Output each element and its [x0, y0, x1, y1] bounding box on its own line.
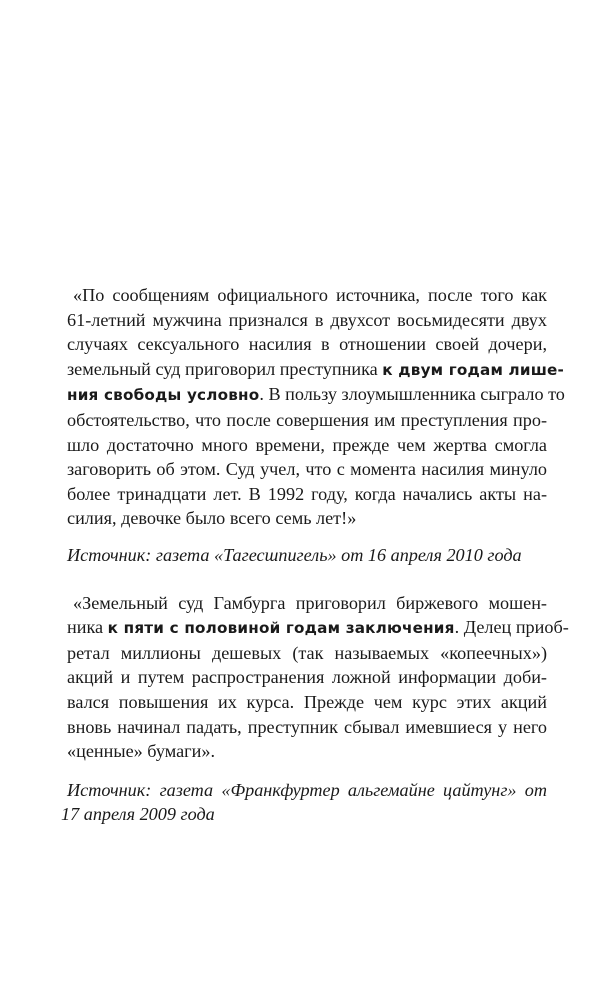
bold-phrase: к двум годам лише- — [382, 360, 565, 379]
bold-phrase: к пяти с половиной годам заключения — [107, 619, 455, 638]
quote-line: 61-летний мужчина признался в двухсот восьмидесяти двух — [67, 309, 547, 330]
quote-line: ретал миллионы дешевых (так называемых «копеечных») — [67, 642, 547, 663]
quote-line: более тринадцати лет. В 1992 году, когда начались акты на- — [67, 483, 547, 504]
quote-line: обстоятельство, что после совершения им преступления про- — [67, 409, 547, 430]
quote-line: заговорить об этом. Суд учел, что с момента насилия минуло — [67, 459, 547, 480]
page-body — [61, 283, 569, 827]
quote-line: шло достаточно много времени, прежде чем жертва смогла — [67, 434, 547, 455]
quote-line: вался повышения их курса. Прежде чем курс этих акций — [67, 691, 547, 712]
source-citation — [61, 778, 547, 827]
quote-line: ника к пяти с половиной годам заключения. Делец приоб- — [67, 617, 569, 638]
source-citation — [61, 543, 547, 568]
quote-line: земельный суд приговорил преступника к двум годам лише- — [67, 358, 565, 379]
quote-line: вновь начинал падать, преступник сбывал имевшиеся у него — [67, 716, 547, 737]
bold-phrase: ния свободы условно — [67, 386, 260, 405]
source-line: Источник: газета «Франкфуртер альгемайне цайтунг» от — [67, 779, 547, 800]
quote-line: акций и путем распространения ложной информации доби- — [67, 667, 547, 688]
quote-line: ния свободы условно. В пользу злоумышленника сыграло то — [67, 384, 565, 405]
quote-line: «Земельный суд Гамбурга приговорил биржевого мошен- — [73, 592, 547, 613]
quote-paragraph — [61, 591, 569, 764]
source-line: 17 апреля 2009 года — [61, 804, 215, 825]
quote-line: «По сообщениям официального источника, после того как — [73, 285, 547, 305]
quote-line: «ценные» бумаги». — [67, 741, 216, 762]
quote-line: силия, девочке было всего семь лет!» — [67, 508, 357, 529]
quote-line: случаях сексуального насилия в отношении своей дочери, — [67, 334, 547, 355]
quote-paragraph — [61, 283, 565, 531]
source-line: Источник: газета «Тагесшпигель» от 16 апреля 2010 года — [67, 544, 522, 565]
